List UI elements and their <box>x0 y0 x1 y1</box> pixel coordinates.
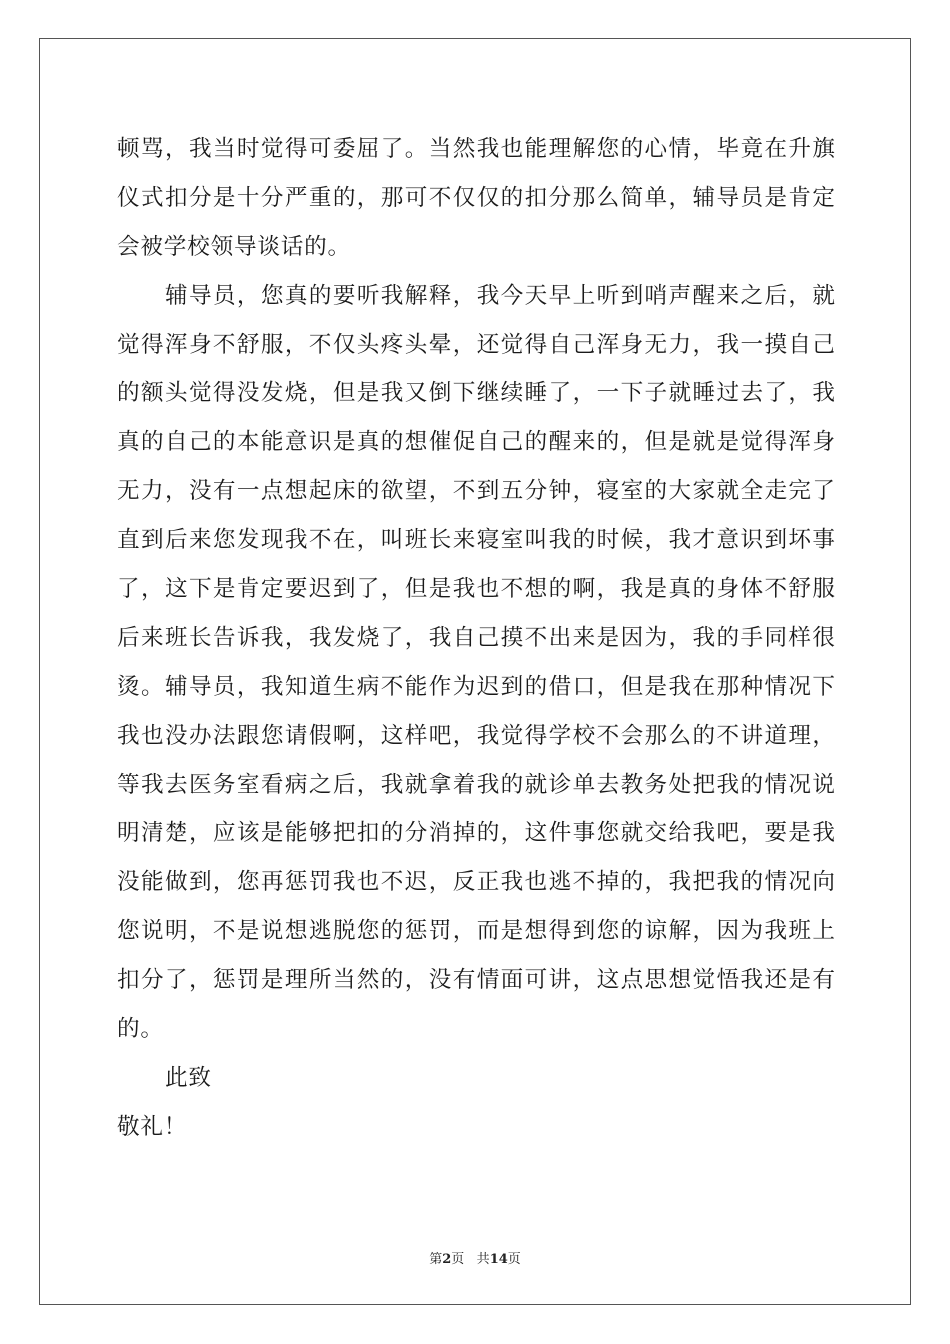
total-pages: 14 <box>489 1252 508 1267</box>
text-line: 没能做到，您再惩罚我也不迟，反正我也逃不掉的，我把我的情况向 <box>117 869 835 896</box>
text-line: 明清楚，应该是能够把扣的分消掉的，这件事您就交给我吧，要是我 <box>117 820 835 847</box>
page-number: 2 <box>442 1252 452 1267</box>
text-line: 的。 <box>117 1016 164 1043</box>
letter-body <box>117 125 835 1152</box>
text-line: 我也没办法跟您请假啊，这样吧，我觉得学校不会那么的不讲道理， <box>117 722 835 749</box>
text-line: 觉得浑身不舒服，不仅头疼头晕，还觉得自己浑身无力，我一摸自己 <box>117 331 835 358</box>
text-line: 顿骂，我当时觉得可委屈了。当然我也能理解您的心情，毕竟在升旗 <box>117 136 835 162</box>
text-line: 直到后来您发现我不在，叫班长来寝室叫我的时候，我才意识到坏事 <box>117 527 835 554</box>
total-prefix: 共 <box>476 1252 490 1267</box>
text-line: 烫。辅导员，我知道生病不能作为迟到的借口，但是我在那种情况下 <box>117 673 835 700</box>
text-line: 扣分了，惩罚是理所当然的，没有情面可讲，这点思想觉悟我还是有 <box>117 967 835 994</box>
text-line: 仪式扣分是十分严重的，那可不仅仅的扣分那么简单，辅导员是肯定 <box>117 184 835 211</box>
text-line: 无力，没有一点想起床的欲望，不到五分钟，寝室的大家就全走完了 <box>117 478 835 505</box>
text-line: 后来班长告诉我，我发烧了，我自己摸不出来是因为，我的手同样很 <box>117 624 835 651</box>
total-suffix: 页 <box>507 1252 521 1267</box>
text-line: 敬礼！ <box>117 1113 188 1140</box>
text-line: 您说明，不是说想逃脱您的惩罚，而是想得到您的谅解，因为我班上 <box>117 918 835 945</box>
text-line: 此致 <box>165 1064 212 1091</box>
text-line: 真的自己的本能意识是真的想催促自己的醒来的，但是就是觉得浑身 <box>117 429 835 456</box>
page-prefix: 第 <box>429 1252 443 1267</box>
text-line: 等我去医务室看病之后，我就拿着我的就诊单去教务处把我的情况说 <box>117 771 835 798</box>
page-footer <box>0 1248 950 1267</box>
page-suffix: 页 <box>451 1252 465 1267</box>
text-line: 的额头觉得没发烧，但是我又倒下继续睡了，一下子就睡过去了，我 <box>117 380 835 407</box>
text-line: 了，这下是肯定要迟到了，但是我也不想的啊，我是真的身体不舒服 <box>117 576 835 603</box>
text-line: 辅导员，您真的要听我解释，我今天早上听到哨声醒来之后，就 <box>165 282 835 309</box>
text-line: 会被学校领导谈话的。 <box>117 233 351 260</box>
